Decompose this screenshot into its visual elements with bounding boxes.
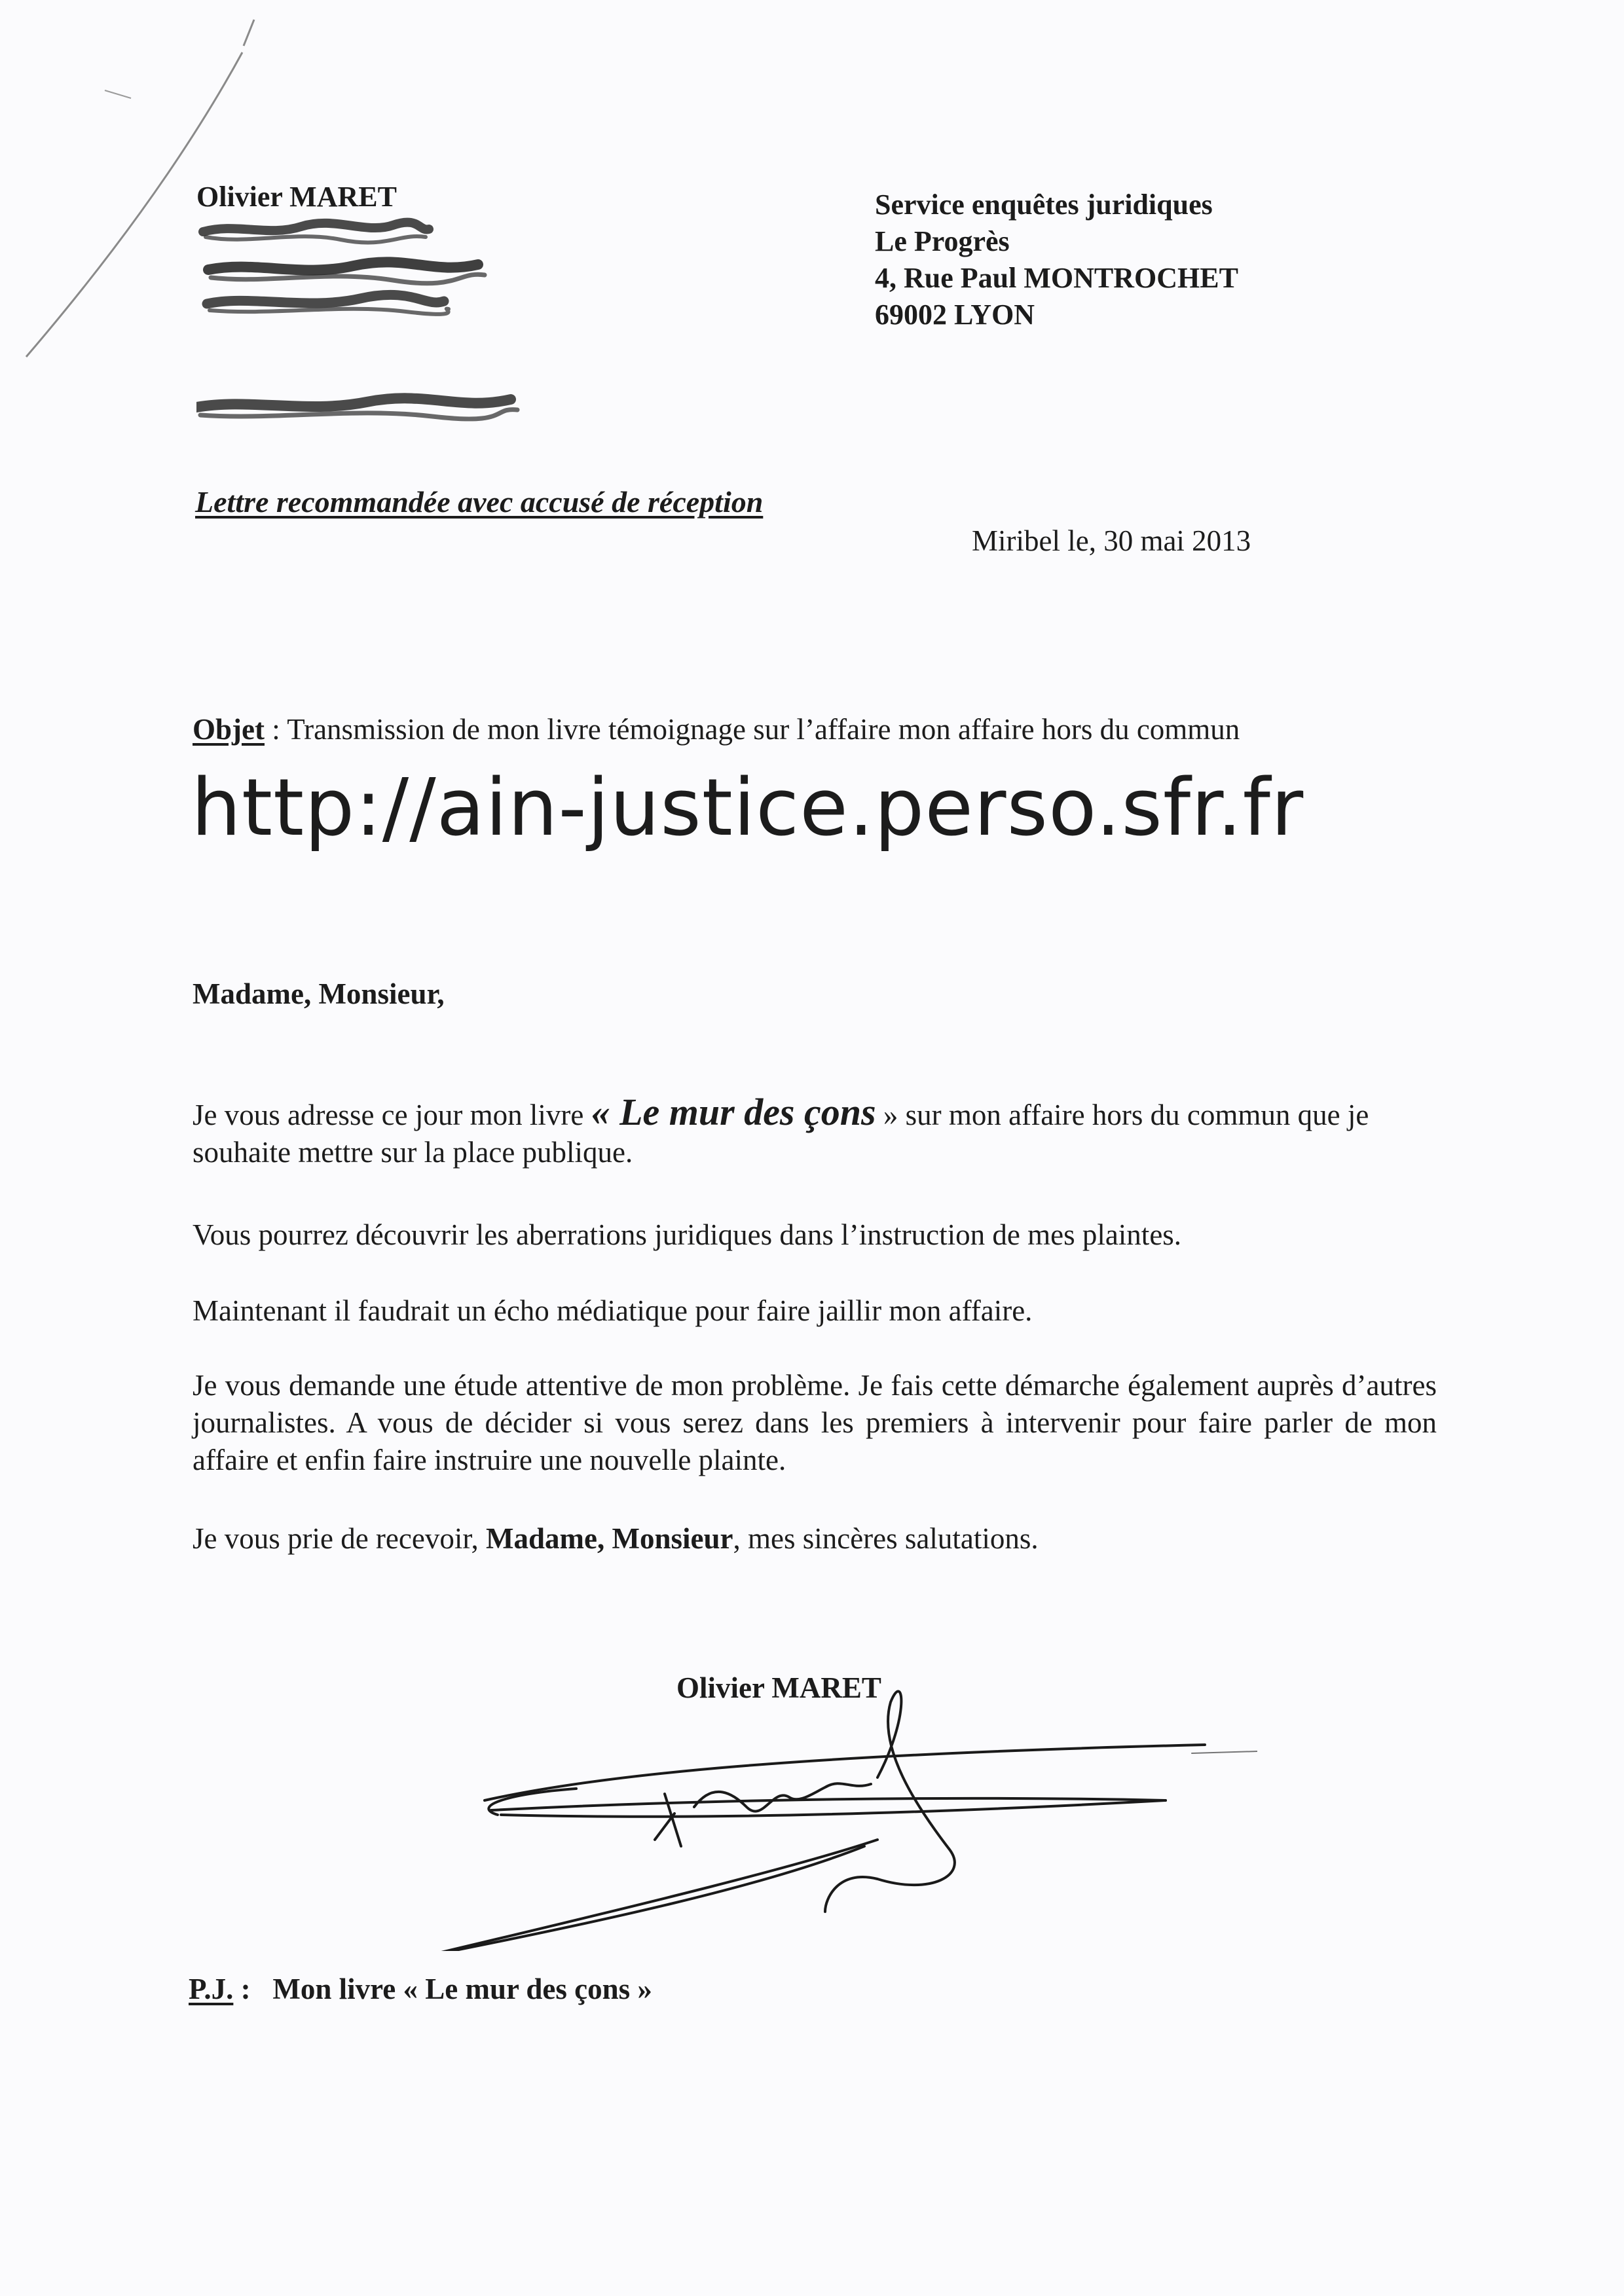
p5-text-before: Je vous prie de recevoir, [193,1522,487,1555]
p5-text-after: , mes sincères salutations. [733,1522,1039,1555]
sender-block [196,178,537,453]
sender-name: Olivier MARET [196,181,397,213]
subject-text: Transmission de mon livre témoignage sur l’affaire mon affaire hors du commun [287,713,1240,746]
signatory-name: Olivier MARET [676,1671,881,1704]
body-paragraph-3: Maintenant il faudrait un écho médiatique pour faire jaillir mon affaire. [193,1294,1033,1327]
body-paragraph-2: Vous pourrez découvrir les aberrations juridiques dans l’instruction de mes plaintes. [193,1218,1182,1251]
subject-line [193,712,1240,746]
recipient-line: 69002 LYON [875,299,1035,331]
redacted-address [196,217,537,453]
attachment-separator: : [233,1973,273,2005]
p5-bold: Madame, Monsieur [486,1522,733,1555]
recipient-line: 4, Rue Paul MONTROCHET [875,262,1238,294]
salutation: Madame, Monsieur, [193,977,445,1010]
subject-label: Objet [193,713,265,746]
recipient-address [875,187,1238,333]
subject-separator: : [264,713,287,746]
recipient-line: Le Progrès [875,225,1010,257]
body-paragraph-1 [193,1093,1437,1171]
p1-text-after: » sur mon affaire hors du commun que je souhaite mettre sur la place publique. [193,1099,1369,1169]
handwritten-signature [406,1676,1257,1951]
attachment-line [189,1972,652,2006]
p1-text-before: Je vous adresse ce jour mon livre [193,1099,591,1131]
attachment-text: Mon livre « Le mur des çons » [272,1973,652,2005]
website-url: http://ain-justice.perso.sfr.fr [191,763,1304,854]
mailing-note: Lettre recommandée avec accusé de réception [195,485,764,519]
recipient-line: Service enquêtes juridiques [875,189,1213,221]
attachment-label: P.J. [189,1973,234,2005]
closing-formula [193,1520,1437,1558]
date-line: Miribel le, 30 mai 2013 [972,524,1251,557]
book-title: « Le mur des çons [591,1091,876,1133]
body-paragraph-4: Je vous demande une étude attentive de mon problème. Je fais cette démarche également auprès d’autres journalistes. A vous de décider si vous serez dans les premiers à intervenir pour faire parler de mon affaire et enfin faire instruire une nouvelle plainte. [193,1369,1437,1476]
